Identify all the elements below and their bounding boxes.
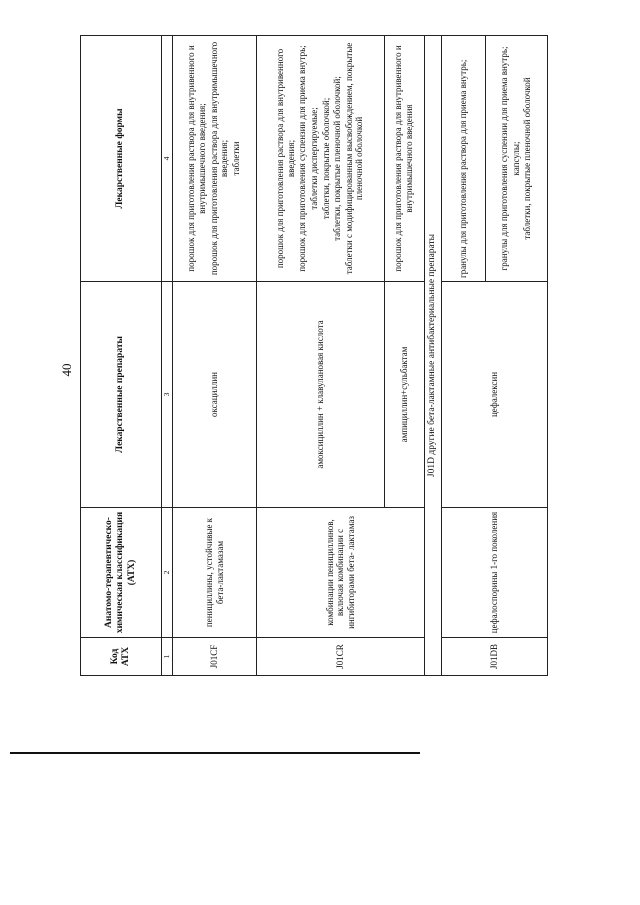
dosage-form: гранулы для приготовления раствора для приема внутрь; — [457, 59, 468, 278]
dosage-forms — [442, 36, 486, 282]
table-row — [173, 36, 257, 676]
dosage-form: таблетки, покрытые пленочной оболочкой; — [332, 76, 343, 241]
drug-name: амоксициллин + клавулановая кислота — [257, 282, 385, 508]
dosage-forms — [257, 36, 385, 282]
dosage-forms — [486, 36, 548, 282]
section-heading: J01D другие бета-лактамные антибактериальные препараты — [425, 36, 442, 676]
page-rule — [10, 752, 420, 754]
rotated-table-container — [80, 36, 533, 676]
atc-classification: цефалоспорины 1-го поколения — [442, 508, 548, 638]
dosage-form: капсулы; — [510, 141, 521, 176]
header-classification: Анатомо-терапевтическо-химическая классификация (АТХ) — [81, 508, 162, 638]
dosage-form: порошок для приготовления раствора для внутримышечного введения; — [208, 41, 230, 276]
dosage-form: порошок для приготовления суспензии для приема внутрь; — [297, 45, 308, 272]
atc-classification: комбинации пенициллинов, включая комбинации с ингибиторами бета- лактамаз — [257, 508, 425, 638]
header-code: Код АТХ — [81, 638, 162, 676]
dosage-forms — [385, 36, 425, 282]
table-header-row — [81, 36, 162, 676]
dosage-form: таблетки диспергируемые; — [308, 107, 319, 210]
dosage-form: таблетки, покрытые пленочной оболочкой — [522, 77, 533, 240]
column-number: 4 — [162, 36, 173, 282]
section-row — [425, 36, 442, 676]
dosage-form: таблетки — [230, 141, 241, 176]
drug-name: ампициллин+сульбактам — [385, 282, 425, 508]
atc-table — [80, 35, 548, 676]
atc-code: J01CF — [173, 638, 257, 676]
dosage-form: порошок для приготовления раствора для внутривенного и внутримышечного введения — [393, 45, 414, 272]
dosage-form: порошок для приготовления раствора для внутривенного введения; — [275, 48, 296, 269]
header-forms: Лекарственные формы — [81, 36, 162, 282]
atc-code: J01DB — [442, 638, 548, 676]
atc-code: J01CR — [257, 638, 425, 676]
column-number: 1 — [162, 638, 173, 676]
page-number: 40 — [59, 363, 74, 377]
column-number: 3 — [162, 282, 173, 508]
column-number: 2 — [162, 508, 173, 638]
dosage-form: порошок для приготовления раствора для внутривенного и внутримышечного введения; — [186, 45, 208, 272]
header-drugs: Лекарственные препараты — [81, 282, 162, 508]
table-row — [257, 36, 385, 676]
atc-classification: пенициллины, устойчивые к бета-лактамазам — [173, 508, 257, 638]
dosage-form: гранулы для приготовления суспензии для приема внутрь; — [499, 46, 510, 271]
column-number-row — [162, 36, 173, 676]
table-row — [442, 36, 486, 676]
dosage-form: таблетки, покрытые оболочкой; — [320, 97, 331, 220]
drug-name: оксациллин — [173, 282, 257, 508]
dosage-form: таблетки с модифицированным высвобождением, покрытые пленочной оболочкой — [343, 42, 365, 275]
dosage-forms — [173, 36, 257, 282]
drug-name: цефалексин — [442, 282, 548, 508]
